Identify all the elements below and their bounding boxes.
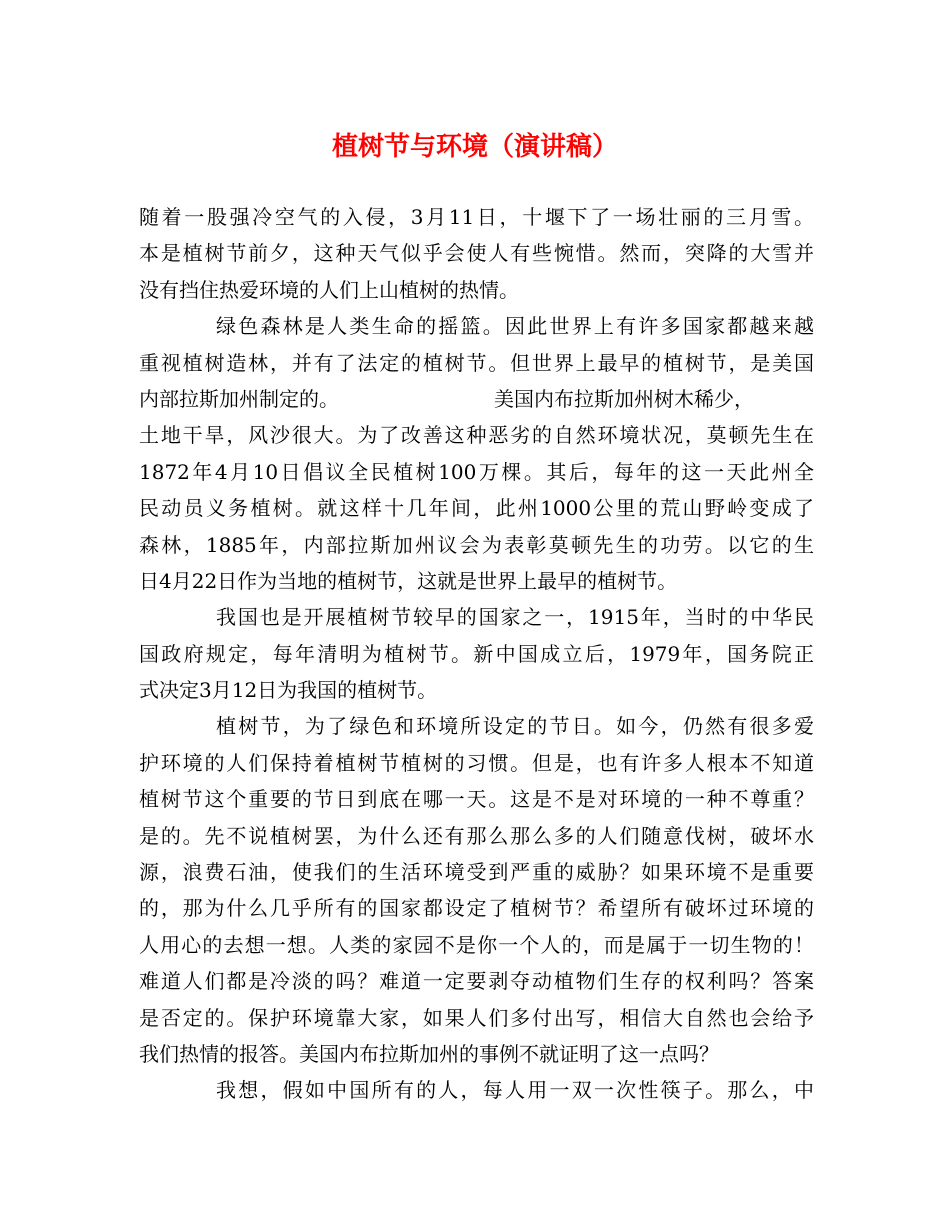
body-line: 土地干旱，风沙很大。为了改善这种恶劣的自然环境状况，莫顿先生在: [139, 423, 814, 448]
body-line-segment: 内部拉斯加州制定的。: [139, 386, 339, 411]
body-line: 植树节，为了绿色和环境所设定的节日。如今，仍然有很多爱: [216, 714, 814, 739]
body-line: 重视植树造林，并有了法定的植树节。但世界上最早的植树节，是美国: [139, 350, 814, 375]
document-title: 植树节与环境（演讲稿）: [331, 132, 618, 162]
body-line: 森林，1885年，内部拉斯加州议会为表彰莫顿先生的功劳。以它的生: [139, 532, 814, 557]
body-line: 绿色森林是人类生命的摇篮。因此世界上有许多国家都越来越: [216, 314, 814, 339]
body-line: 难道人们都是冷淡的吗？难道一定要剥夺动植物们生存的权利吗？答案: [139, 969, 814, 994]
body-line-segment: 美国内布拉斯加州树木稀少，: [494, 386, 754, 411]
body-line: 我想，假如中国所有的人，每人用一双一次性筷子。那么，中: [216, 1078, 814, 1103]
body-line: 随着一股强冷空气的入侵，3月11日，十堰下了一场壮丽的三月雪。: [139, 205, 814, 229]
body-line: 式决定3月12日为我国的植树节。: [139, 678, 438, 703]
body-line: 我国也是开展植树节较早的国家之一，1915年，当时的中华民: [216, 605, 814, 630]
document-body: [139, 199, 814, 1109]
body-line: 植树节这个重要的节日到底在哪一天。这是不是对环境的一种不尊重？: [139, 787, 814, 812]
body-line: 是否定的。保护环境靠大家，如果人们多付出写，相信大自然也会给予: [139, 1005, 814, 1030]
body-line: 人用心的去想一想。人类的家园不是你一个人的，而是属于一切生物的！: [139, 932, 814, 957]
body-line: 我们热情的报答。美国内布拉斯加州的事例不就证明了这一点吗？: [139, 1041, 719, 1066]
body-line: 日4月22日作为当地的植树节，这就是世界上最早的植树节。: [139, 568, 678, 593]
body-line: 护环境的人们保持着植树节植树的习惯。但是，也有许多人根本不知道: [139, 750, 814, 775]
body-line: 的，那为什么几乎所有的国家都设定了植树节？希望所有破坏过环境的: [139, 896, 814, 921]
body-line: 国政府规定，每年清明为植树节。新中国成立后，1979年，国务院正: [139, 641, 814, 666]
body-line: 民动员义务植树。就这样十几年间，此州1000公里的荒山野岭变成了: [139, 496, 814, 521]
body-line: 没有挡住热爱环境的人们上山植树的热情。: [139, 277, 519, 302]
body-line: 是的。先不说植树罢，为什么还有那么那么多的人们随意伐树，破坏水: [139, 823, 814, 848]
body-line: 本是植树节前夕，这种天气似乎会使人有些惋惜。然而，突降的大雪并: [139, 241, 814, 266]
body-line: 源，浪费石油，使我们的生活环境受到严重的威胁？如果环境不是重要: [139, 860, 814, 885]
body-line-split: [139, 381, 814, 417]
body-line: 1872年4月10日倡议全民植树100万棵。其后，每年的这一天此州全: [139, 459, 814, 484]
